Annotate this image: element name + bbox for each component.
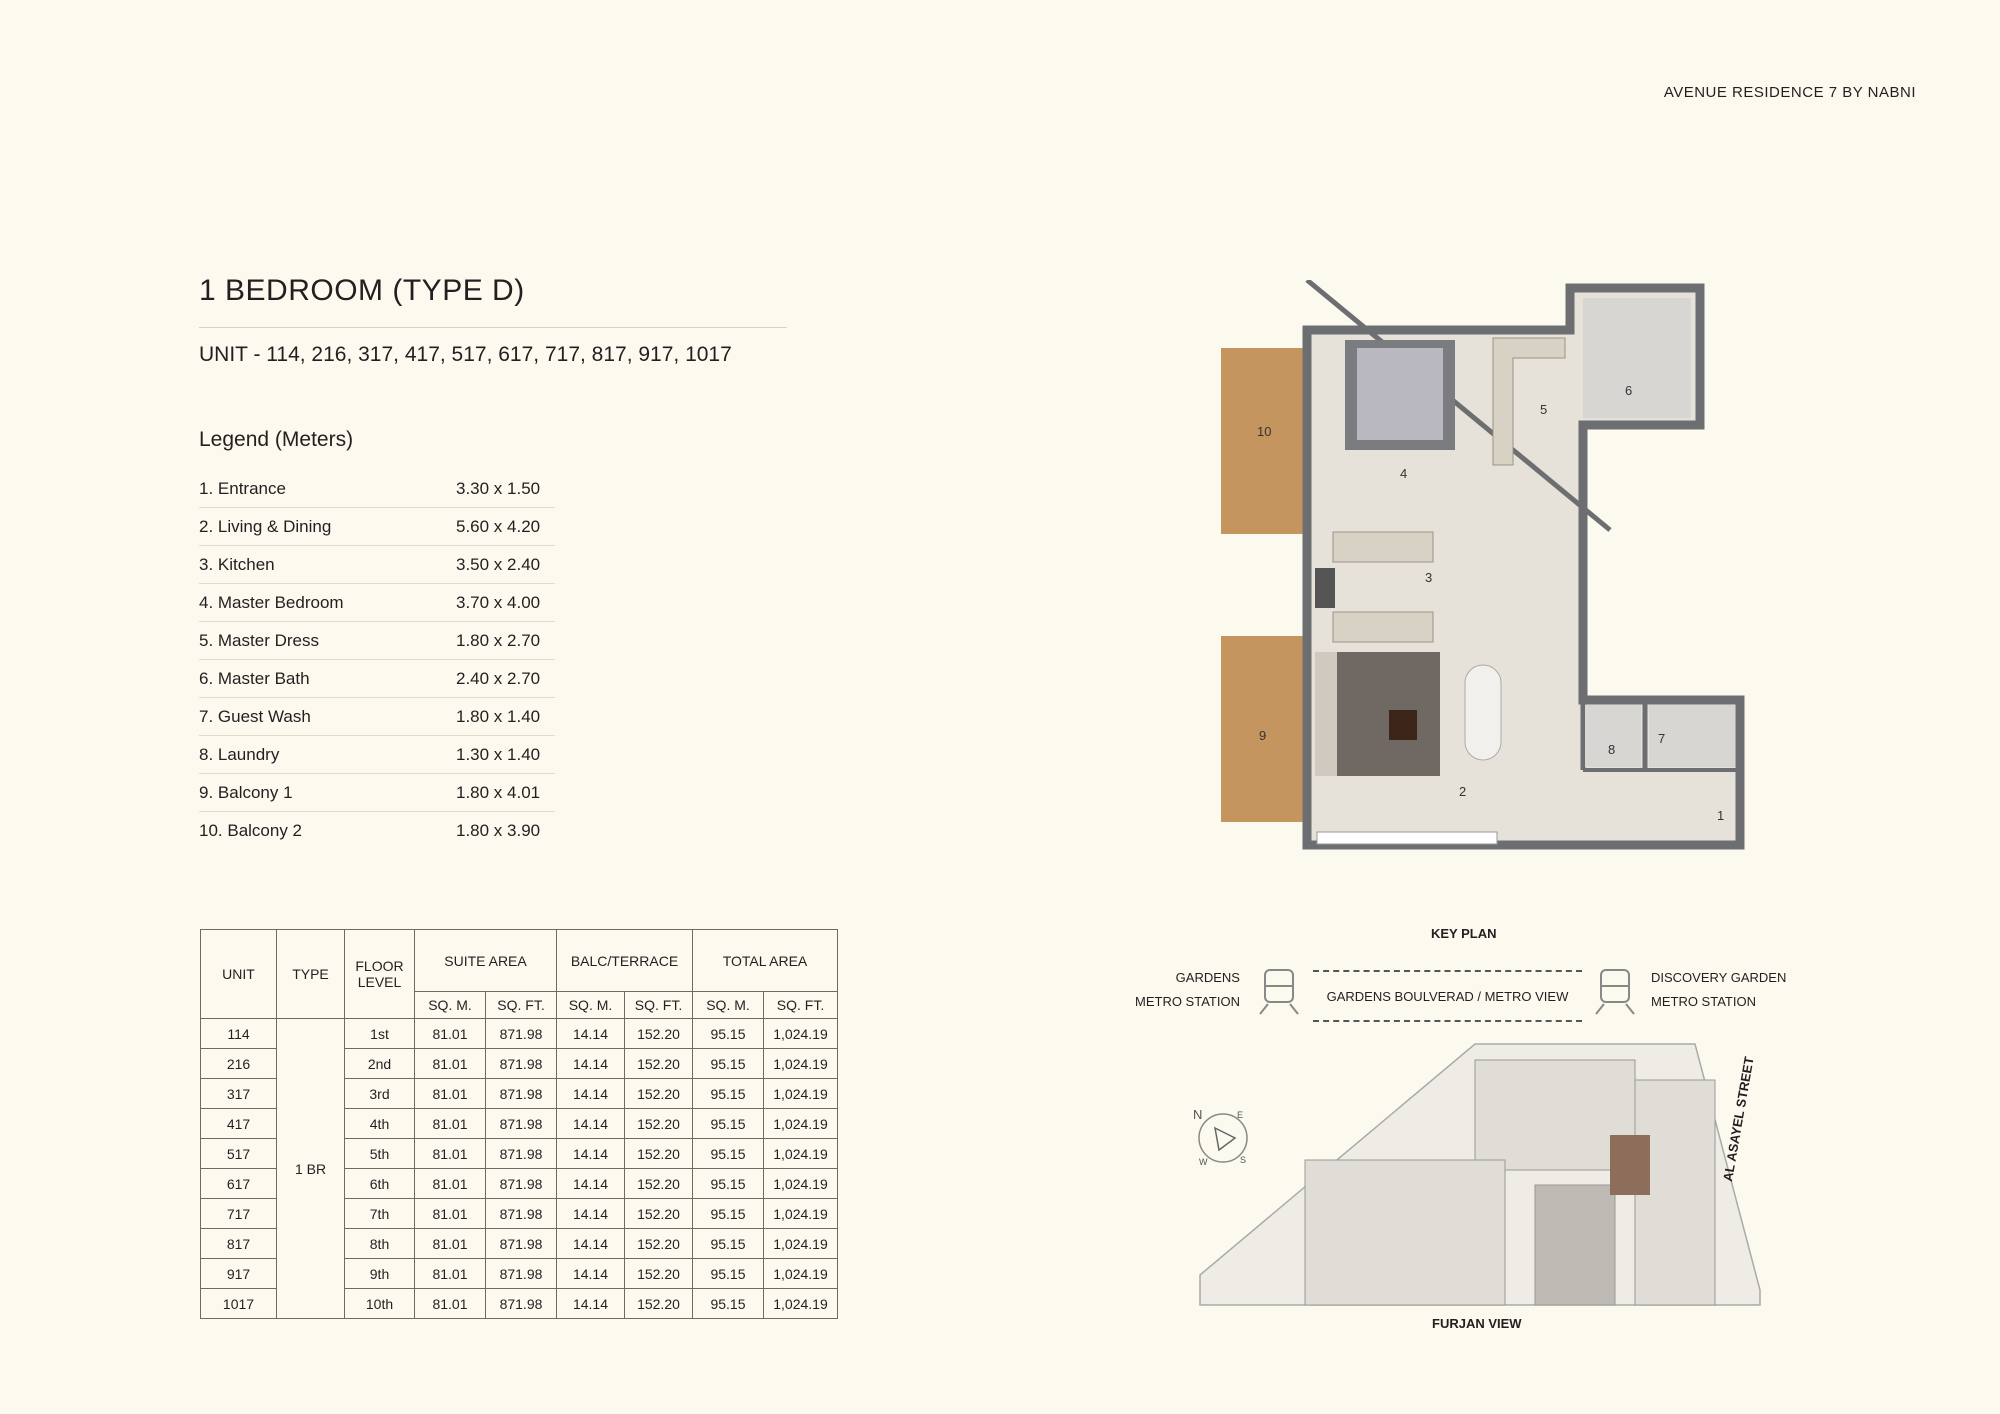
area-cell: 871.98 [486,1109,557,1139]
floor-cell: 4th [345,1109,415,1139]
floor-cell: 8th [345,1229,415,1259]
unit-cell: 317 [201,1079,277,1109]
unit-header: UNIT [201,930,277,1019]
area-cell: 152.20 [625,1259,693,1289]
gardens-metro-line-1: GARDENS [1175,970,1240,985]
unit-cell: 817 [201,1229,277,1259]
area-cell: 871.98 [486,1139,557,1169]
gardens-metro-label [1135,966,1240,1014]
area-cell: 871.98 [486,1259,557,1289]
suite-area-header: SUITE AREA [415,930,557,992]
area-cell: 81.01 [415,1289,486,1319]
legend-item-name: 4. Master Bedroom [199,592,344,612]
total-area-header: TOTAL AREA [693,930,838,992]
area-cell: 14.14 [557,1049,625,1079]
legend-item [199,546,555,584]
legend-item [199,584,555,622]
area-cell: 81.01 [415,1229,486,1259]
legend-item-dimension: 1.80 x 2.70 [456,630,541,650]
area-cell: 1,024.19 [764,1259,838,1289]
site-plan [1195,1040,1765,1310]
boulevard-label: GARDENS BOULVERAD / METRO VIEW [1313,970,1582,1022]
area-cell: 1,024.19 [764,1289,838,1319]
suite-sqm-header: SQ. M. [415,992,486,1019]
unit-cell: 617 [201,1169,277,1199]
area-cell: 95.15 [693,1199,764,1229]
floor-cell: 7th [345,1199,415,1229]
gardens-metro-line-2: METRO STATION [1135,994,1240,1009]
total-sqft-header: SQ. FT. [764,992,838,1019]
floor-cell: 9th [345,1259,415,1289]
legend-item [199,812,555,849]
area-cell: 1,024.19 [764,1079,838,1109]
al-asayel-street-label: AL ASAYEL STREET [1720,1055,1757,1183]
area-cell: 81.01 [415,1019,486,1049]
legend-item-dimension: 1.80 x 3.90 [456,820,541,840]
area-cell: 871.98 [486,1199,557,1229]
area-cell: 1,024.19 [764,1169,838,1199]
unit-highlight [1610,1135,1650,1195]
unit-cell: 114 [201,1019,277,1049]
legend-list [199,470,555,849]
legend-item-dimension: 3.30 x 1.50 [456,478,541,498]
legend-item-name: 1. Entrance [199,478,286,498]
room-number-3: 3 [1425,570,1433,585]
legend-item-name: 3. Kitchen [199,554,275,574]
legend-item-name: 7. Guest Wash [199,706,311,726]
room-number-8: 8 [1608,742,1616,757]
legend-item-name: 9. Balcony 1 [199,782,293,802]
floor-header: FLOOR LEVEL [345,930,415,1019]
legend-item [199,698,555,736]
area-cell: 152.20 [625,1199,693,1229]
legend-item [199,660,555,698]
title-divider [199,327,787,328]
area-table [200,929,838,1319]
area-cell: 1,024.19 [764,1139,838,1169]
sofa [1315,652,1337,776]
area-cell: 14.14 [557,1019,625,1049]
discovery-metro-line-2: METRO STATION [1651,994,1756,1009]
legend-item [199,508,555,546]
legend-item-dimension: 1.80 x 4.01 [456,782,541,802]
pool [1535,1185,1615,1305]
unit-cell: 917 [201,1259,277,1289]
unit-list: UNIT - 114, 216, 317, 417, 517, 617, 717, 817, 917, 1017 [199,343,732,366]
room-number-7: 7 [1658,731,1666,746]
master-bath-floor [1583,298,1691,418]
legend-item-name: 6. Master Bath [199,668,310,688]
page-title: 1 BEDROOM (TYPE D) [199,274,525,307]
unit-cell: 417 [201,1109,277,1139]
floor-cell: 2nd [345,1049,415,1079]
area-cell: 1,024.19 [764,1019,838,1049]
area-cell: 14.14 [557,1259,625,1289]
area-cell: 81.01 [415,1139,486,1169]
area-cell: 152.20 [625,1019,693,1049]
area-cell: 81.01 [415,1259,486,1289]
area-cell: 81.01 [415,1199,486,1229]
area-cell: 152.20 [625,1289,693,1319]
floor-cell: 10th [345,1289,415,1319]
fridge [1315,568,1335,608]
area-cell: 1,024.19 [764,1109,838,1139]
area-cell: 1,024.19 [764,1229,838,1259]
room-number-10: 10 [1257,424,1272,439]
area-cell: 81.01 [415,1049,486,1079]
area-cell: 95.15 [693,1139,764,1169]
legend-item-dimension: 1.30 x 1.40 [456,744,541,764]
area-cell: 95.15 [693,1289,764,1319]
area-cell: 871.98 [486,1229,557,1259]
area-cell: 152.20 [625,1049,693,1079]
area-cell: 81.01 [415,1169,486,1199]
laundry-floor [1585,705,1641,767]
area-cell: 1,024.19 [764,1049,838,1079]
legend-item-dimension: 5.60 x 4.20 [456,516,541,536]
area-cell: 871.98 [486,1169,557,1199]
legend-item-dimension: 2.40 x 2.70 [456,668,541,688]
area-cell: 14.14 [557,1169,625,1199]
area-cell: 95.15 [693,1109,764,1139]
floor-cell: 5th [345,1139,415,1169]
train-icon [1258,968,1300,1016]
floor-cell: 6th [345,1169,415,1199]
legend-item-dimension: 3.70 x 4.00 [456,592,541,612]
type-header: TYPE [277,930,345,1019]
balc-sqm-header: SQ. M. [557,992,625,1019]
area-cell: 152.20 [625,1229,693,1259]
compass-n: N [1193,1108,1203,1122]
floor-cell: 1st [345,1019,415,1049]
legend-item [199,774,555,812]
unit-cell: 1017 [201,1289,277,1319]
area-cell: 95.15 [693,1229,764,1259]
legend-item-name: 10. Balcony 2 [199,820,303,840]
legend-item-name: 5. Master Dress [199,630,319,650]
discovery-metro-line-1: DISCOVERY GARDEN [1651,970,1787,985]
area-cell: 95.15 [693,1169,764,1199]
kitchen-counter-top [1333,532,1433,562]
furjan-view-label: FURJAN VIEW [1432,1316,1522,1331]
legend-item [199,622,555,660]
area-cell: 152.20 [625,1139,693,1169]
compass-e: E [1237,1110,1244,1120]
room-number-1: 1 [1717,808,1725,823]
area-cell: 152.20 [625,1109,693,1139]
brand-name: AVENUE RESIDENCE 7 BY NABNI [1663,84,1916,101]
area-cell: 95.15 [693,1259,764,1289]
bed [1357,348,1443,440]
area-cell: 14.14 [557,1229,625,1259]
train-icon [1594,968,1636,1016]
room-number-2: 2 [1459,784,1467,799]
suite-sqft-header: SQ. FT. [486,992,557,1019]
unit-cell: 216 [201,1049,277,1079]
total-sqm-header: SQ. M. [693,992,764,1019]
balcony-2 [1221,348,1307,534]
table-row [201,1019,838,1049]
room-number-5: 5 [1540,402,1548,417]
kitchen-counter-bottom [1333,612,1433,642]
area-cell: 871.98 [486,1049,557,1079]
room-number-9: 9 [1259,728,1267,743]
area-cell: 81.01 [415,1109,486,1139]
area-cell: 871.98 [486,1019,557,1049]
floor-plan [1215,280,1750,860]
area-cell: 95.15 [693,1079,764,1109]
balc-sqft-header: SQ. FT. [625,992,693,1019]
legend-item-dimension: 3.50 x 2.40 [456,554,541,574]
legend-item [199,470,555,508]
floor-cell: 3rd [345,1079,415,1109]
area-cell: 1,024.19 [764,1199,838,1229]
area-cell: 152.20 [625,1169,693,1199]
dining-table [1465,665,1501,760]
room-number-4: 4 [1400,466,1408,481]
coffee-table [1389,710,1417,740]
area-cell: 14.14 [557,1109,625,1139]
legend-item-dimension: 1.80 x 1.40 [456,706,541,726]
type-cell: 1 BR [277,1019,345,1319]
legend-title: Legend (Meters) [199,428,354,451]
area-cell: 871.98 [486,1079,557,1109]
discovery-garden-metro-label [1651,966,1786,1014]
area-cell: 95.15 [693,1019,764,1049]
balc-terrace-header: BALC/TERRACE [557,930,693,992]
legend-item-name: 2. Living & Dining [199,516,332,536]
compass-w: W [1199,1157,1208,1167]
room-number-6: 6 [1625,383,1633,398]
media-unit [1317,832,1497,844]
area-cell: 14.14 [557,1199,625,1229]
area-cell: 14.14 [557,1289,625,1319]
legend-item [199,736,555,774]
key-plan-title: KEY PLAN [1431,926,1497,941]
legend-item-name: 8. Laundry [199,744,280,764]
building-block-west [1305,1160,1505,1305]
compass-s: S [1240,1155,1247,1165]
area-cell: 871.98 [486,1289,557,1319]
area-cell: 95.15 [693,1049,764,1079]
unit-cell: 517 [201,1139,277,1169]
unit-cell: 717 [201,1199,277,1229]
area-cell: 81.01 [415,1079,486,1109]
area-cell: 152.20 [625,1079,693,1109]
area-cell: 14.14 [557,1079,625,1109]
area-cell: 14.14 [557,1139,625,1169]
